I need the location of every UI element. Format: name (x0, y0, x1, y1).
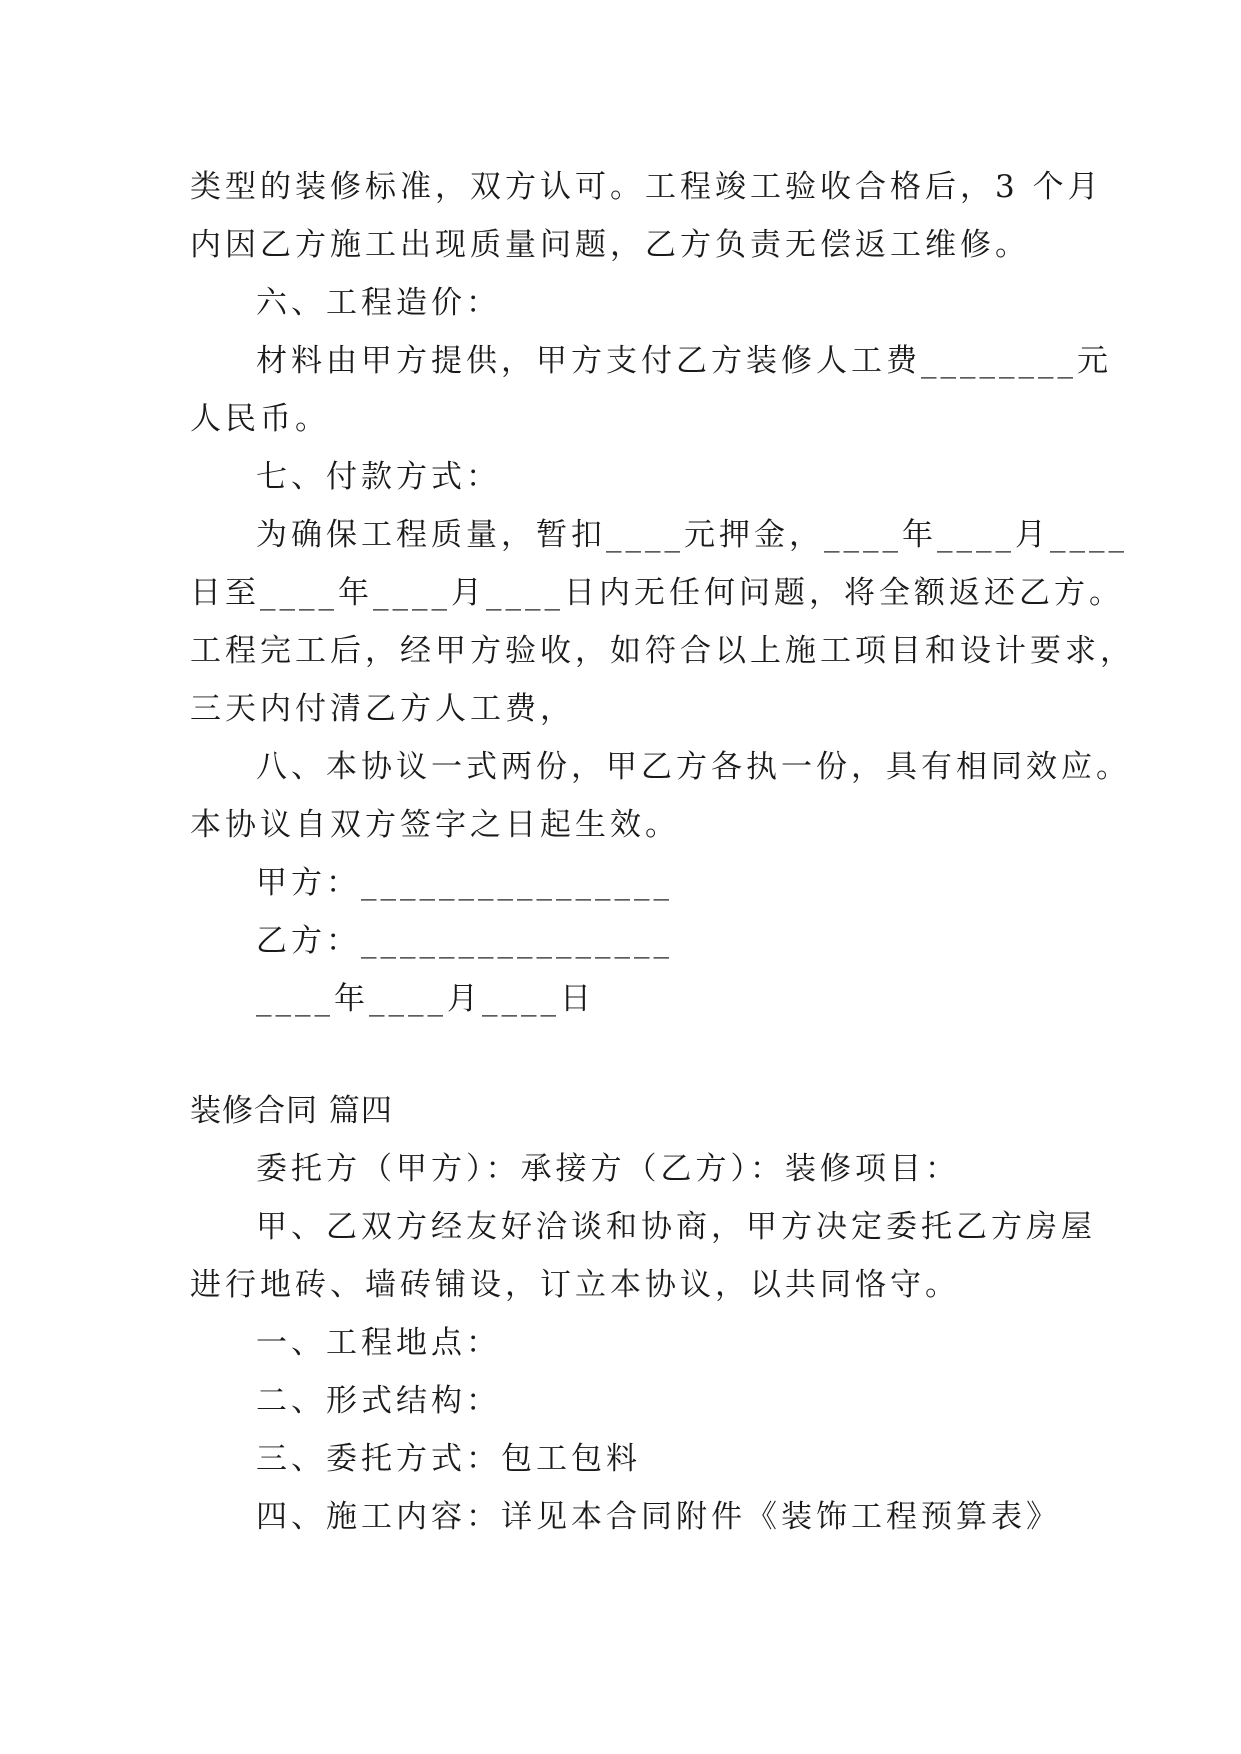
section-spacer (190, 1028, 1060, 1082)
section-heading: 七、付款方式： (256, 459, 501, 495)
paragraph-line: 日至____年____月____日内无任何问题，将全额返还乙方。 (190, 575, 1124, 611)
paragraph-line: 委托方（甲方）：承接方（乙方）：装修项目： (256, 1151, 960, 1187)
party-b-signature-line: 乙方：________________ (256, 923, 673, 959)
paragraph-line: 甲、乙双方经友好洽谈和协商，甲方决定委托乙方房屋 (256, 1209, 1096, 1245)
paragraph-line: 三天内付清乙方人工费， (190, 691, 575, 727)
section-heading: 一、工程地点： (256, 1325, 501, 1361)
paragraph-line: 工程完工后，经甲方验收，如符合以上施工项目和设计要求， (190, 633, 1135, 669)
contract-title: 装修合同 篇四 (190, 1093, 393, 1129)
section-heading: 六、工程造价： (256, 285, 501, 321)
paragraph-line: 人民币。 (190, 401, 330, 437)
section-heading: 三、委托方式：包工包料 (256, 1441, 641, 1477)
section-heading: 四、施工内容：详见本合同附件《装饰工程预算表》 (256, 1499, 1061, 1535)
paragraph-line: 内因乙方施工出现质量问题，乙方负责无偿返工维修。 (190, 227, 1030, 263)
paragraph-line: 材料由甲方提供，甲方支付乙方装修人工费________元 (256, 343, 1112, 379)
paragraph-line: 八、本协议一式两份，甲乙方各执一份，具有相同效应。 (256, 749, 1131, 785)
paragraph-line: 为确保工程质量，暂扣____元押金，____年____月____ (256, 517, 1128, 553)
paragraph-line: 进行地砖、墙砖铺设，订立本协议，以共同恪守。 (190, 1267, 960, 1303)
paragraph-line: 类型的装修标准，双方认可。工程竣工验收合格后，3 个月 (190, 169, 1103, 205)
party-a-signature-line: 甲方：________________ (256, 865, 673, 901)
document-page (190, 158, 1135, 1546)
section-heading: 二、形式结构： (256, 1383, 501, 1419)
paragraph-line: 本协议自双方签字之日起生效。 (190, 807, 680, 843)
date-line: ____年____月____日 (256, 981, 595, 1017)
